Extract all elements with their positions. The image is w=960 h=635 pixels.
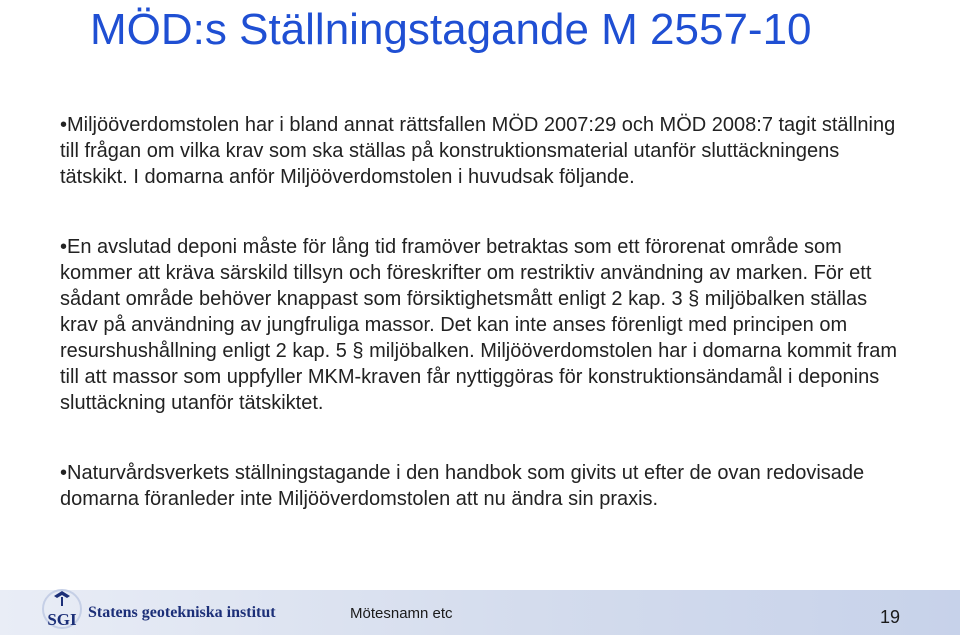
- bullet-item: [60, 234, 910, 416]
- bullet-text: Naturvårdsverkets ställningstagande i den handbok som givits ut efter de ovan redovisade domarna föranleder inte Miljööverdomstolen att nu ändra sin praxis.: [60, 462, 865, 510]
- bullet-item: [60, 112, 910, 190]
- logo-text: SGI: [47, 610, 77, 629]
- page-number: 19: [880, 607, 901, 627]
- bullet-text: En avslutad deponi måste för lång tid framöver betraktas som ett förorenat område som kommer att kräva särskild tillsyn och föreskrifter om restriktiv användning av marken. För ett sådant område behöver knappast som försiktighetsmått enligt 2 kap. 3 § miljöbalken ställas krav på användning av jungfruliga massor. Det kan inte anses förenligt med principen om resurshushållning enligt 2 kap. 5 § miljöbalken. Miljööverdomstolen har i domarna kommit fram till att massor som uppfyller MKM-kraven får nyttiggöras för konstruktionsändamål i deponins sluttäckning utanför tätskiktet.: [60, 236, 898, 414]
- slide-title: MÖD:s Ställningstagande M 2557-10: [90, 5, 812, 54]
- sgi-logo: [40, 588, 84, 632]
- bullet-marker: •: [60, 114, 68, 136]
- bullet-marker: •: [60, 236, 68, 258]
- bullet-marker: •: [60, 462, 68, 484]
- footer-text: Mötesnamn etc: [350, 605, 453, 622]
- bullet-item: [60, 460, 910, 512]
- bullet-text: Miljööverdomstolen har i bland annat rättsfallen MÖD 2007:29 och MÖD 2008:7 tagit ställning till frågan om vilka krav som ska ställas på konstruktionsmaterial utanför sluttäckningens tätskikt. I domarna anför Miljööverdomstolen i huvudsak följande.: [60, 114, 896, 188]
- bullet-list: [60, 112, 910, 512]
- organization-name: Statens geotekniska institut: [88, 604, 276, 621]
